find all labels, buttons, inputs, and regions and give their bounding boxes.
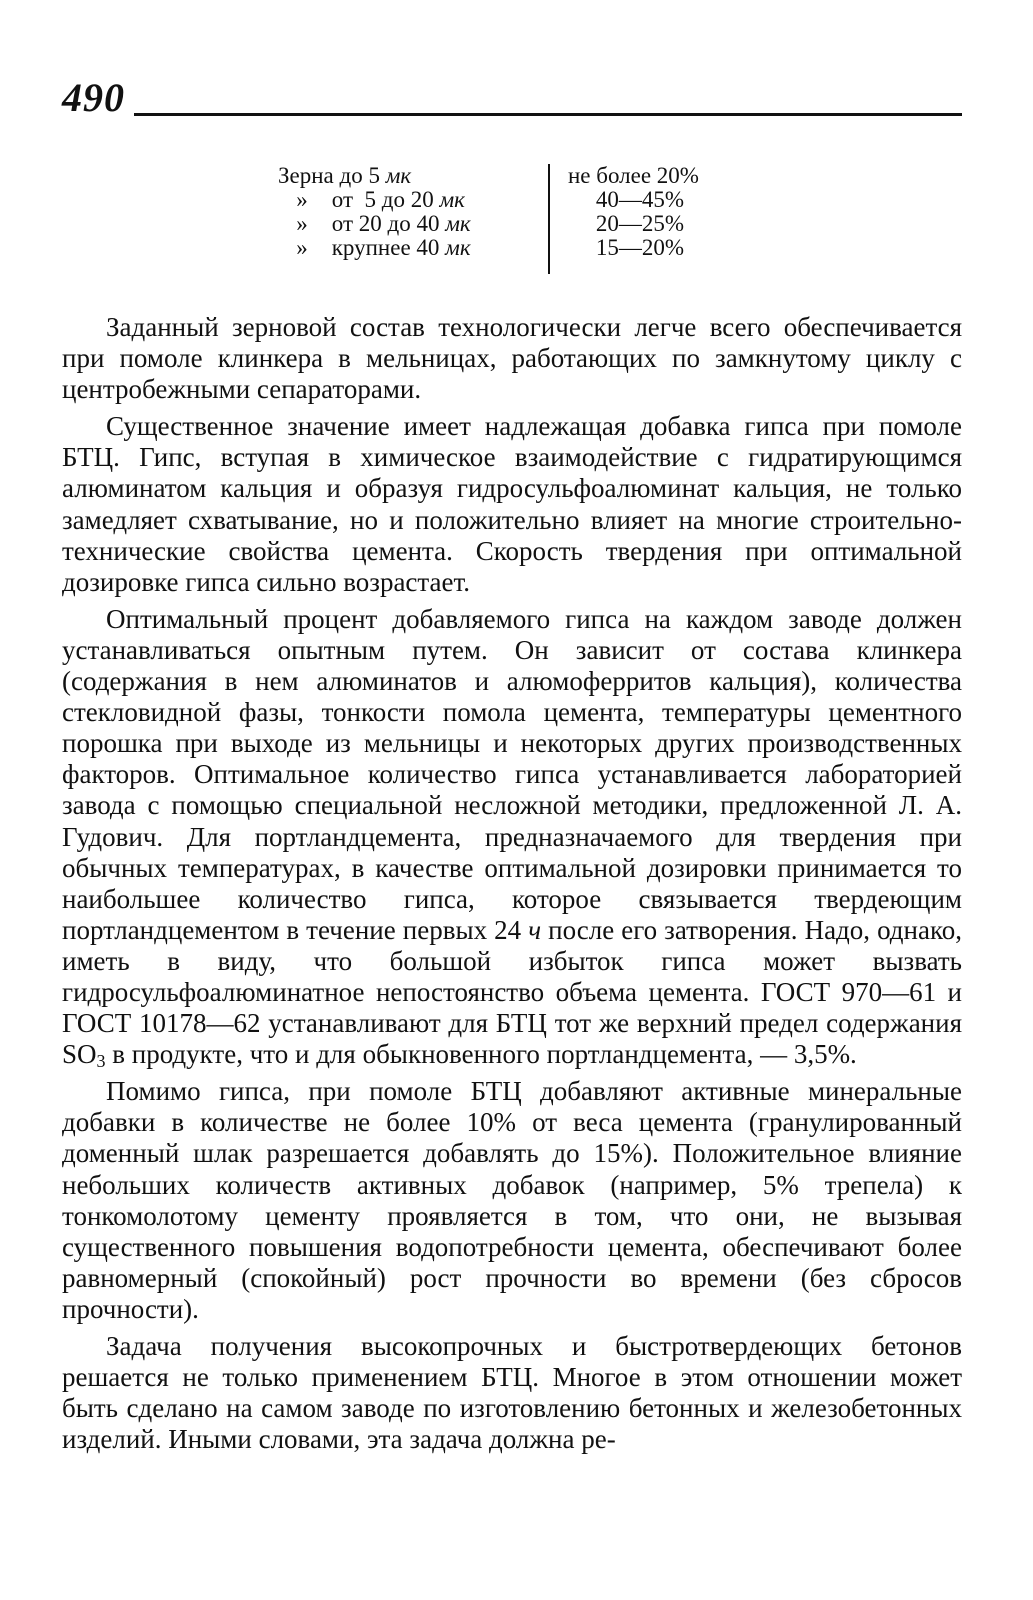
paragraph: Задача получения высокопрочных и быстротвердеющих бетонов решается не только применением БТЦ. Многое в этом отношении может быть сделано на самом заводе по изготовлению бетонных и железобетонных изделий. Иными словами, эта задача должна ре- bbox=[62, 1331, 962, 1455]
paragraph-text: Оптимальный процент добавляемого гипса на каждом заводе должен устанавливаться опытным путем. Он зависит от состава клинкера (содержания в нем алюминатов и алюмоферритов кальция), количества стекловидной фазы, тонкости помола цемента, температуры цементного порошка при выходе из мельницы и некоторых других производственных факторов. Оптимальное количество гипса устанавливается лабораторией завода с помощью специальной несложной методики, предложенной Л. А. Гудович. Для портландцемента, предназначаемого для твердения при обычных температурах, в качестве оптимальной дозировки принимается то наибольшее количество гипса, которое связывается твердеющим портландцементом в течение первых 24 bbox=[62, 603, 962, 945]
paragraph-text: после его затворения. Надо, однако, иметь в виду, что большой избыток гипса может вызвать гидросульфоалюминатное непостоянство объема цемента. ГОСТ 970—61 и ГОСТ 10178—62 устанавливают для БТЦ тот же верхний предел содержания SO bbox=[62, 914, 962, 1070]
grain-row bbox=[278, 164, 546, 188]
grain-row-unit: мк bbox=[385, 163, 412, 188]
grain-row bbox=[278, 212, 546, 236]
paragraph-text: в продукте, что и для обыкновенного портландцемента, — 3,5%. bbox=[112, 1039, 857, 1070]
grain-row-text: от 20 до 40 bbox=[331, 211, 440, 236]
paragraph: Помимо гипса, при помоле БТЦ добавляют активные минеральные добавки в количестве не более 10% от веса цемента (гранулированный доменный шлак разрешается добавлять до 15%). Положительное влияние небольших количеств активных добавок (например, 5% трепела) к тонкомолотому цементу проявляется в том, что они, не вызывая существенного повышения водопотребности цемента, обеспечивают более равномерный (спокойный) рост прочности во времени (без сбросов прочности). bbox=[62, 1076, 962, 1324]
grain-value: 40—45% bbox=[595, 187, 685, 212]
grain-row bbox=[278, 188, 546, 212]
grain-row-unit: мк bbox=[439, 187, 465, 212]
paragraph bbox=[62, 604, 962, 1070]
hour-unit: ч bbox=[528, 914, 542, 945]
grain-row-prefix: Зерна bbox=[278, 163, 334, 188]
grain-size-values bbox=[550, 164, 730, 260]
grain-row-text: до 5 bbox=[339, 163, 380, 188]
ditto-mark: » bbox=[296, 187, 308, 212]
paragraph: Заданный зерновой состав технологически легче всего обеспечивается при помоле клинкера в мельницах, работающих по замкнутому циклу с центробежными сепараторами. bbox=[62, 312, 962, 405]
page-number: 490 bbox=[62, 75, 125, 120]
subscript: 3 bbox=[96, 1051, 106, 1072]
grain-row-unit: мк bbox=[445, 211, 471, 236]
page-header bbox=[62, 72, 962, 122]
paragraph: Существенное значение имеет надлежащая добавка гипса при помоле БТЦ. Гипс, вступая в химическое взаимодействие с гидратирующимся алюминатом кальция и образуя гидросульфоалюминат кальция, не только замедляет схватывание, но и положительно влияет на многие строительно-технические свойства цемента. Скорость твердения при оптимальной дозировке гипса сильно возрастает. bbox=[62, 411, 962, 597]
grain-row bbox=[278, 236, 546, 260]
ditto-mark: » bbox=[296, 235, 308, 260]
grain-size-labels bbox=[278, 164, 546, 260]
body-text bbox=[62, 312, 962, 1461]
header-rule bbox=[134, 113, 962, 116]
grain-row-text: крупнее 40 bbox=[331, 235, 440, 260]
grain-value: 20—25% bbox=[595, 211, 685, 236]
grain-row-text: от 5 до 20 bbox=[331, 187, 434, 212]
ditto-mark: » bbox=[296, 211, 308, 236]
grain-row-unit: мк bbox=[445, 235, 471, 260]
grain-value: не более 20% bbox=[568, 163, 699, 188]
grain-value: 15—20% bbox=[595, 235, 685, 260]
